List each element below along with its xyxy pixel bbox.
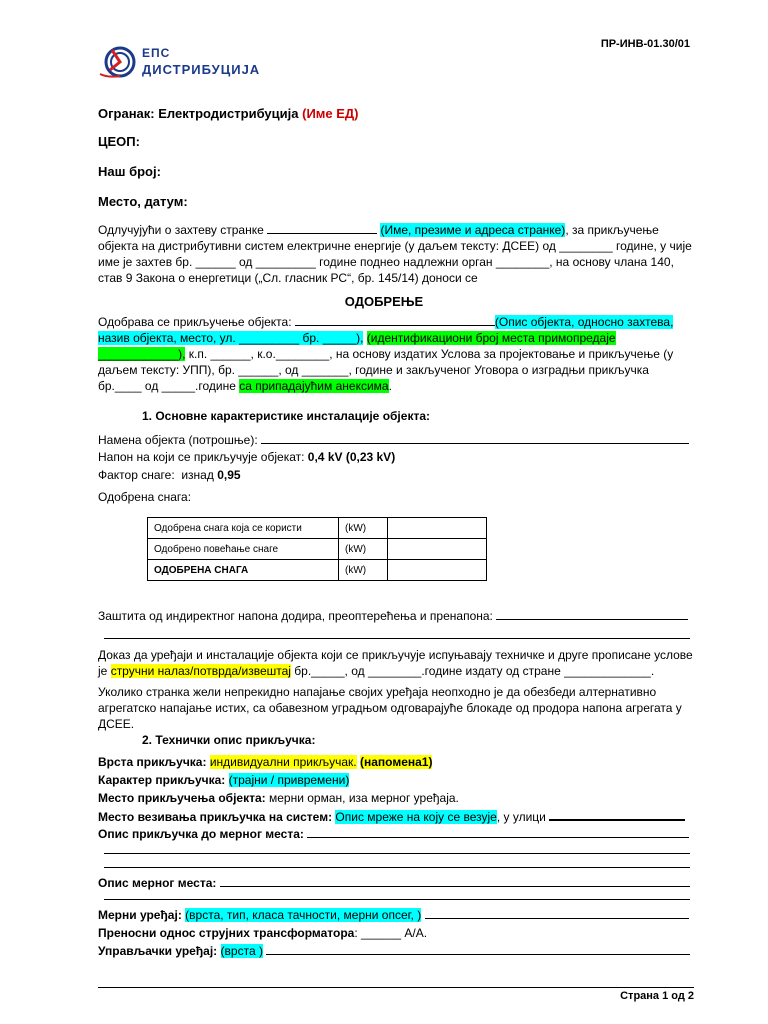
blank-line <box>220 875 690 887</box>
section-2-heading: 2. Технички опис прикључка: <box>142 733 316 747</box>
approval-line-5 <box>98 378 392 394</box>
table-cell-value[interactable] <box>388 560 487 581</box>
table-cell-label: Одобрена снага која се користи <box>148 518 339 539</box>
approved-power-label: Одобрена снага: <box>98 490 192 504</box>
approval-text: к.п. ______, к.о.________, на основу издатих Услова за пројектовање и прикључење (у <box>188 347 674 361</box>
metering-place-label: Опис мерног места: <box>98 876 217 890</box>
intro-line-2: објекта на дистрибутивни систем електричне енергије (у даљем тексту: ДСЕЕ) од ________ године, у чије <box>98 239 692 253</box>
blank-line <box>104 899 690 900</box>
annexes-placeholder: са припадајућим анексима <box>239 379 389 393</box>
ct-ratio-line <box>98 925 427 941</box>
handover-id-blank: ____________), <box>98 347 186 361</box>
connection-description-label: Опис прикључка до мерног места: <box>98 827 304 841</box>
doc-code: ПР-ИНВ-01.30/01 <box>600 38 690 50</box>
table-cell-unit: (kW) <box>339 539 388 560</box>
metering-place-line <box>98 875 690 891</box>
blank-line <box>261 432 689 444</box>
connection-place-label: Место прикључења објекта: <box>98 791 266 805</box>
system-binding-label: Место везивања прикључка на систем: <box>98 810 333 824</box>
blank-line <box>104 638 690 639</box>
alt-supply-line-3: ДСЕЕ. <box>98 717 135 731</box>
purpose-line <box>98 432 689 448</box>
connection-character-value: (трајни / привремени) <box>228 773 350 787</box>
approval-line-1 <box>98 314 673 330</box>
intro-text: Одлучујући о захтеву странке <box>98 223 264 237</box>
footer-rule <box>98 987 694 988</box>
expert-report-placeholder: стручни налаз/потврда/извештај <box>110 664 291 678</box>
intro-line-3: име је захтев бр. ______ од _________ године поднео надлежни орган ________, на основу члана 140, <box>98 255 674 269</box>
meter-placeholder: (врста, тип, класа тачности, мерни опсег, ) <box>185 908 422 922</box>
power-factor-value: 0,95 <box>217 468 241 482</box>
system-binding-line <box>98 808 685 825</box>
page-number: Страна 1 од 2 <box>620 990 694 1002</box>
approval-line-3 <box>98 346 673 362</box>
approval-line-4: даљем тексту: УПП), бр. ______, од _______, године и закљученог Уговора о изградњи прикључка <box>98 363 649 377</box>
eps-logo-icon <box>98 44 138 80</box>
proof-line-2 <box>98 663 654 679</box>
blank-line <box>549 808 685 821</box>
table-cell-unit: (kW) <box>339 560 388 581</box>
logo-line-1: ЕПС <box>142 46 171 60</box>
control-device-line <box>98 943 690 959</box>
blank-line <box>104 853 690 854</box>
branch-name: (Име ЕД) <box>302 106 359 121</box>
connection-description-line <box>98 826 689 842</box>
ceop-label: ЦЕОП: <box>98 134 140 149</box>
connection-character-line <box>98 772 349 788</box>
our-number-label: Наш број: <box>98 164 161 179</box>
protection-label: Заштита од индиректног напона додира, преоптерећења и пренапона: <box>98 609 493 623</box>
connection-type-label: Врста прикључка: <box>98 755 207 769</box>
place-date-label: Место, датум: <box>98 194 188 209</box>
approval-text: . <box>388 379 392 393</box>
object-address-placeholder: назив објекта, место, ул. _________ бр. _____), <box>98 331 364 345</box>
purpose-label: Намена објекта (потрошње): <box>98 433 258 447</box>
voltage-line <box>98 449 395 465</box>
alt-supply-line-1: Уколико странка жели непрекидно напајање својих уређаја неопходно је да обезбеди алтернативно <box>98 685 657 699</box>
ct-ratio-label: Преносни однос струјних трансформатора <box>98 926 355 940</box>
voltage-label: Напон на који се прикључује објекат: <box>98 450 305 464</box>
system-binding-text: , у улици <box>496 810 546 824</box>
meter-line <box>98 907 689 923</box>
approved-power-table <box>147 517 487 581</box>
table-cell-value[interactable] <box>388 539 487 560</box>
intro-line-4: став 9 Закона о енергетици („Сл. гласник РС“, бр. 145/14) доноси се <box>98 271 478 285</box>
blank-line <box>104 867 690 868</box>
table-row <box>148 560 487 581</box>
proof-text: бр._____, од ________.године издату од стране _____________. <box>294 664 655 678</box>
control-device-placeholder: (врста ) <box>220 944 263 958</box>
eps-logo <box>98 44 261 84</box>
proof-line-1: Доказ да уређаји и инсталације објекта који се прикључује испуњавају техничке и друге прописане услове <box>98 648 693 662</box>
intro-line-1 <box>98 222 659 238</box>
network-placeholder: Опис мреже на коју се везује <box>335 810 497 824</box>
intro-text: , за прикључење <box>565 223 659 237</box>
power-factor-label: Фактор снаге: <box>98 468 175 482</box>
approval-line-2 <box>98 330 616 346</box>
blank-line <box>307 826 689 838</box>
approval-text: Одобрава се прикључење објекта: <box>98 315 292 329</box>
voltage-value: 0,4 kV (0,23 kV) <box>307 450 396 464</box>
blank-line <box>496 608 688 620</box>
power-factor-prefix: изнад <box>181 468 214 482</box>
section-1-heading: 1. Основне карактеристике инсталације објекта: <box>142 409 430 423</box>
connection-type-line <box>98 754 432 770</box>
blank-line <box>267 222 377 234</box>
control-device-label: Управљачки уређај: <box>98 944 218 958</box>
blank-line <box>266 943 690 955</box>
connection-place-value: мерни орман, иза мерног уређаја. <box>269 791 459 805</box>
client-placeholder: (Име, презиме и адреса странке) <box>380 223 566 237</box>
alt-supply-line-2: агрегатско напајање истих, са обавезном уградњом одговарајуће блокаде од продора напона агрегата у <box>98 701 682 715</box>
branch-label: Огранак: Електродистрибуција <box>98 106 299 121</box>
blank-line <box>295 314 495 326</box>
blank-line <box>425 907 689 919</box>
table-row <box>148 539 487 560</box>
power-factor-line <box>98 467 241 483</box>
note-reference: (напомена1) <box>360 755 433 769</box>
object-placeholder: (Опис објекта, односно захтева, <box>494 315 674 329</box>
meter-label: Мерни уређај: <box>98 908 182 922</box>
table-cell-unit: (kW) <box>339 518 388 539</box>
ct-ratio-value: : ______ А/А. <box>354 926 428 940</box>
approval-text: бр.____ од _____.године <box>98 379 236 393</box>
document-title: ОДОБРЕЊЕ <box>344 294 424 309</box>
protection-line <box>98 608 688 624</box>
logo-line-2: ДИСТРИБУЦИЈА <box>142 62 261 77</box>
connection-character-label: Карактер прикључка: <box>98 773 226 787</box>
connection-place-line <box>98 790 459 806</box>
table-cell-label: Одобрено повећање снаге <box>148 539 339 560</box>
handover-id-placeholder: (идентификациони број места примопредаје <box>366 331 616 345</box>
table-row <box>148 518 487 539</box>
connection-type-value: индивидуални прикључак. <box>209 755 357 769</box>
proof-text: је <box>98 664 108 678</box>
table-cell-value[interactable] <box>388 518 487 539</box>
table-cell-label: ОДОБРЕНА СНАГА <box>148 560 339 581</box>
branch-line <box>98 106 359 121</box>
